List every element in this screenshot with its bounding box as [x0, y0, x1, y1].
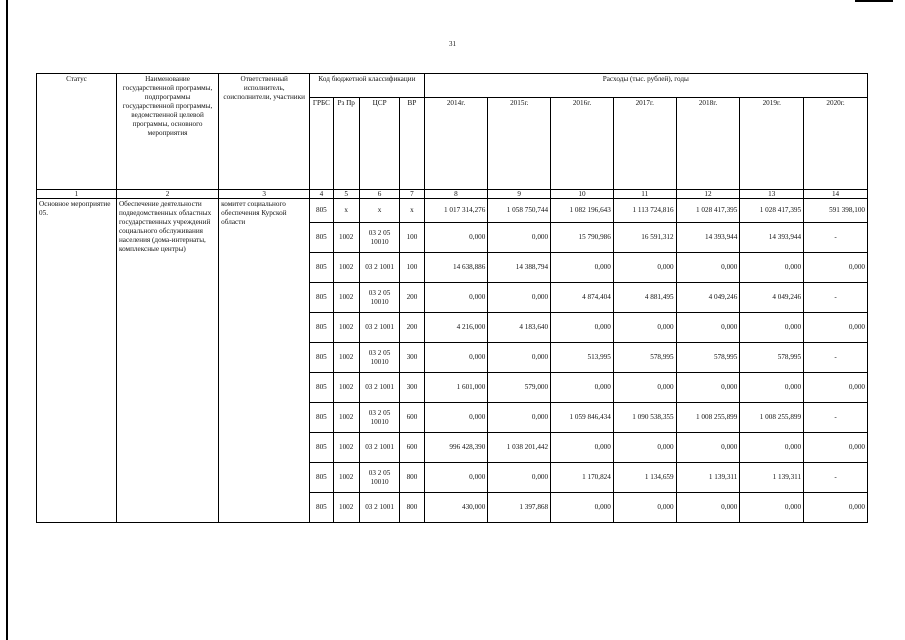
expense-value-cell: 0,000: [424, 343, 488, 373]
expense-value-cell: 14 393,944: [676, 223, 740, 253]
grbs-cell: 805: [310, 373, 333, 403]
vr-cell: 800: [400, 463, 424, 493]
csr-cell: 03 2 1001: [359, 433, 399, 463]
expense-value-cell: 578,995: [613, 343, 676, 373]
expense-value-cell: -: [804, 283, 868, 313]
csr-cell: 03 2 05 10010: [359, 283, 399, 313]
column-number-cell: 3: [219, 190, 310, 199]
expense-value-cell: 0,000: [804, 373, 868, 403]
expense-value-cell: 4 049,246: [676, 283, 740, 313]
expense-value-cell: 0,000: [676, 433, 740, 463]
expense-value-cell: 1 139,311: [676, 463, 740, 493]
rzpr-cell: 1002: [333, 403, 359, 433]
expense-value-cell: 0,000: [551, 433, 614, 463]
main-status-cell: Основное мероприятие 05.: [37, 199, 117, 523]
expense-value-cell: 4 216,000: [424, 313, 488, 343]
expense-value-cell: 1 017 314,276: [424, 199, 488, 223]
column-number-cell: 2: [116, 190, 218, 199]
vr-cell: 600: [400, 433, 424, 463]
expense-value-cell: 0,000: [424, 463, 488, 493]
expense-value-cell: 0,000: [613, 493, 676, 523]
expense-value-cell: 1 134,659: [613, 463, 676, 493]
header-status: Статус: [37, 74, 117, 190]
grbs-cell: 805: [310, 403, 333, 433]
expense-value-cell: 578,995: [740, 343, 804, 373]
header-year: 2017г.: [613, 98, 676, 190]
csr-cell: 03 2 1001: [359, 373, 399, 403]
expense-value-cell: -: [804, 343, 868, 373]
expense-value-cell: 513,995: [551, 343, 614, 373]
expense-value-cell: 0,000: [424, 223, 488, 253]
expense-value-cell: 4 874,404: [551, 283, 614, 313]
expense-value-cell: 0,000: [740, 373, 804, 403]
expense-value-cell: 0,000: [613, 433, 676, 463]
expense-value-cell: 14 393,944: [740, 223, 804, 253]
header-year: 2020г.: [804, 98, 868, 190]
expense-value-cell: 0,000: [740, 313, 804, 343]
expense-value-cell: 0,000: [551, 253, 614, 283]
table-row: [37, 199, 868, 223]
column-number-cell: 14: [804, 190, 868, 199]
rzpr-cell: 1002: [333, 373, 359, 403]
table-body: [37, 199, 868, 523]
column-number-row: [37, 190, 868, 199]
column-number-cell: 10: [551, 190, 614, 199]
expense-value-cell: 0,000: [613, 313, 676, 343]
rzpr-cell: х: [333, 199, 359, 223]
expense-value-cell: 0,000: [676, 493, 740, 523]
vr-cell: 300: [400, 373, 424, 403]
expense-value-cell: 1 113 724,816: [613, 199, 676, 223]
header-year: 2016г.: [551, 98, 614, 190]
expense-value-cell: 1 008 255,899: [740, 403, 804, 433]
header-vr: ВР: [400, 98, 424, 190]
header-grbs: ГРБС: [310, 98, 333, 190]
expense-value-cell: 0,000: [804, 493, 868, 523]
column-number-cell: 5: [333, 190, 359, 199]
expense-value-cell: 15 790,986: [551, 223, 614, 253]
expense-value-cell: 0,000: [488, 463, 551, 493]
main-name-cell: Обеспечение деятельности подведомственных областных государственных учреждений социального обслуживания населения (дома-интернаты, комплексные центры): [116, 199, 218, 523]
column-number-cell: 1: [37, 190, 117, 199]
expense-value-cell: -: [804, 223, 868, 253]
expense-value-cell: 0,000: [551, 313, 614, 343]
expense-value-cell: 578,995: [676, 343, 740, 373]
expense-value-cell: 14 638,886: [424, 253, 488, 283]
expense-value-cell: 0,000: [424, 403, 488, 433]
vr-cell: 300: [400, 343, 424, 373]
expense-value-cell: 1 008 255,899: [676, 403, 740, 433]
expense-value-cell: 0,000: [676, 373, 740, 403]
expense-value-cell: 1 028 417,395: [676, 199, 740, 223]
csr-cell: 03 2 1001: [359, 493, 399, 523]
column-number-cell: 4: [310, 190, 333, 199]
csr-cell: 03 2 05 10010: [359, 223, 399, 253]
header-expenses: Расходы (тыс. рублей), годы: [424, 74, 867, 98]
expense-value-cell: 0,000: [488, 283, 551, 313]
csr-cell: 03 2 1001: [359, 253, 399, 283]
grbs-cell: 805: [310, 253, 333, 283]
column-number-cell: 13: [740, 190, 804, 199]
expense-value-cell: 0,000: [613, 253, 676, 283]
expense-value-cell: 1 082 196,643: [551, 199, 614, 223]
expense-value-cell: 16 591,312: [613, 223, 676, 253]
vr-cell: 100: [400, 223, 424, 253]
rzpr-cell: 1002: [333, 463, 359, 493]
expense-value-cell: 0,000: [804, 253, 868, 283]
main-responsible-cell: комитет социального обеспечения Курской области: [219, 199, 310, 523]
vr-cell: 100: [400, 253, 424, 283]
rzpr-cell: 1002: [333, 433, 359, 463]
expense-value-cell: 1 058 750,744: [488, 199, 551, 223]
column-number-cell: 12: [676, 190, 740, 199]
expense-value-cell: 1 139,311: [740, 463, 804, 493]
header-year: 2018г.: [676, 98, 740, 190]
expense-value-cell: 1 601,000: [424, 373, 488, 403]
expense-value-cell: 4 183,640: [488, 313, 551, 343]
header-name: Наименование государственной программы, подпрограммы государственной программы, ведомственной целевой программы, основного мероприятия: [116, 74, 218, 190]
vr-cell: 800: [400, 493, 424, 523]
csr-cell: 03 2 05 10010: [359, 403, 399, 433]
expense-value-cell: 0,000: [424, 283, 488, 313]
rzpr-cell: 1002: [333, 283, 359, 313]
page-left-border: [6, 0, 8, 640]
expense-value-cell: 0,000: [488, 403, 551, 433]
rzpr-cell: 1002: [333, 343, 359, 373]
expense-value-cell: 0,000: [551, 493, 614, 523]
expense-value-cell: 4 881,495: [613, 283, 676, 313]
column-number-cell: 7: [400, 190, 424, 199]
csr-cell: х: [359, 199, 399, 223]
expense-value-cell: 0,000: [740, 433, 804, 463]
vr-cell: х: [400, 199, 424, 223]
vr-cell: 200: [400, 313, 424, 343]
rzpr-cell: 1002: [333, 253, 359, 283]
column-number-cell: 11: [613, 190, 676, 199]
grbs-cell: 805: [310, 283, 333, 313]
expense-value-cell: 0,000: [740, 493, 804, 523]
expense-value-cell: 4 049,246: [740, 283, 804, 313]
grbs-cell: 805: [310, 433, 333, 463]
expense-value-cell: 0,000: [804, 313, 868, 343]
grbs-cell: 805: [310, 463, 333, 493]
header-responsible: Ответственный исполнитель, соисполнители, участники: [219, 74, 310, 190]
grbs-cell: 805: [310, 313, 333, 343]
csr-cell: 03 2 05 10010: [359, 343, 399, 373]
expense-value-cell: 1 038 201,442: [488, 433, 551, 463]
csr-cell: 03 2 05 10010: [359, 463, 399, 493]
expense-value-cell: 0,000: [488, 223, 551, 253]
expense-value-cell: -: [804, 403, 868, 433]
expense-value-cell: 1 090 538,355: [613, 403, 676, 433]
expense-value-cell: 1 397,868: [488, 493, 551, 523]
expense-value-cell: 0,000: [551, 373, 614, 403]
rzpr-cell: 1002: [333, 223, 359, 253]
expense-value-cell: 0,000: [676, 253, 740, 283]
column-number-cell: 6: [359, 190, 399, 199]
column-number-cell: 8: [424, 190, 488, 199]
vr-cell: 200: [400, 283, 424, 313]
expense-value-cell: 14 388,794: [488, 253, 551, 283]
expense-value-cell: 0,000: [676, 313, 740, 343]
header-year: 2015г.: [488, 98, 551, 190]
vr-cell: 600: [400, 403, 424, 433]
expense-value-cell: 1 059 846,434: [551, 403, 614, 433]
header-budget-code: Код бюджетной классификации: [310, 74, 424, 98]
rzpr-cell: 1002: [333, 313, 359, 343]
corner-mark: [855, 0, 893, 2]
grbs-cell: 805: [310, 343, 333, 373]
expense-value-cell: 1 028 417,395: [740, 199, 804, 223]
header-year: 2014г.: [424, 98, 488, 190]
expense-value-cell: 591 398,100: [804, 199, 868, 223]
expense-value-cell: 0,000: [804, 433, 868, 463]
csr-cell: 03 2 1001: [359, 313, 399, 343]
header-csr: ЦСР: [359, 98, 399, 190]
expense-value-cell: 996 428,390: [424, 433, 488, 463]
header-rzpr: Рз Пр: [333, 98, 359, 190]
grbs-cell: 805: [310, 223, 333, 253]
expense-value-cell: 579,000: [488, 373, 551, 403]
column-number-cell: 9: [488, 190, 551, 199]
expense-value-cell: 430,000: [424, 493, 488, 523]
rzpr-cell: 1002: [333, 493, 359, 523]
grbs-cell: 805: [310, 493, 333, 523]
page-number: 31: [449, 40, 456, 48]
header-year: 2019г.: [740, 98, 804, 190]
expense-value-cell: 1 170,824: [551, 463, 614, 493]
expense-value-cell: 0,000: [613, 373, 676, 403]
grbs-cell: 805: [310, 199, 333, 223]
budget-table: [36, 73, 868, 523]
expense-value-cell: 0,000: [740, 253, 804, 283]
expense-value-cell: -: [804, 463, 868, 493]
expense-value-cell: 0,000: [488, 343, 551, 373]
